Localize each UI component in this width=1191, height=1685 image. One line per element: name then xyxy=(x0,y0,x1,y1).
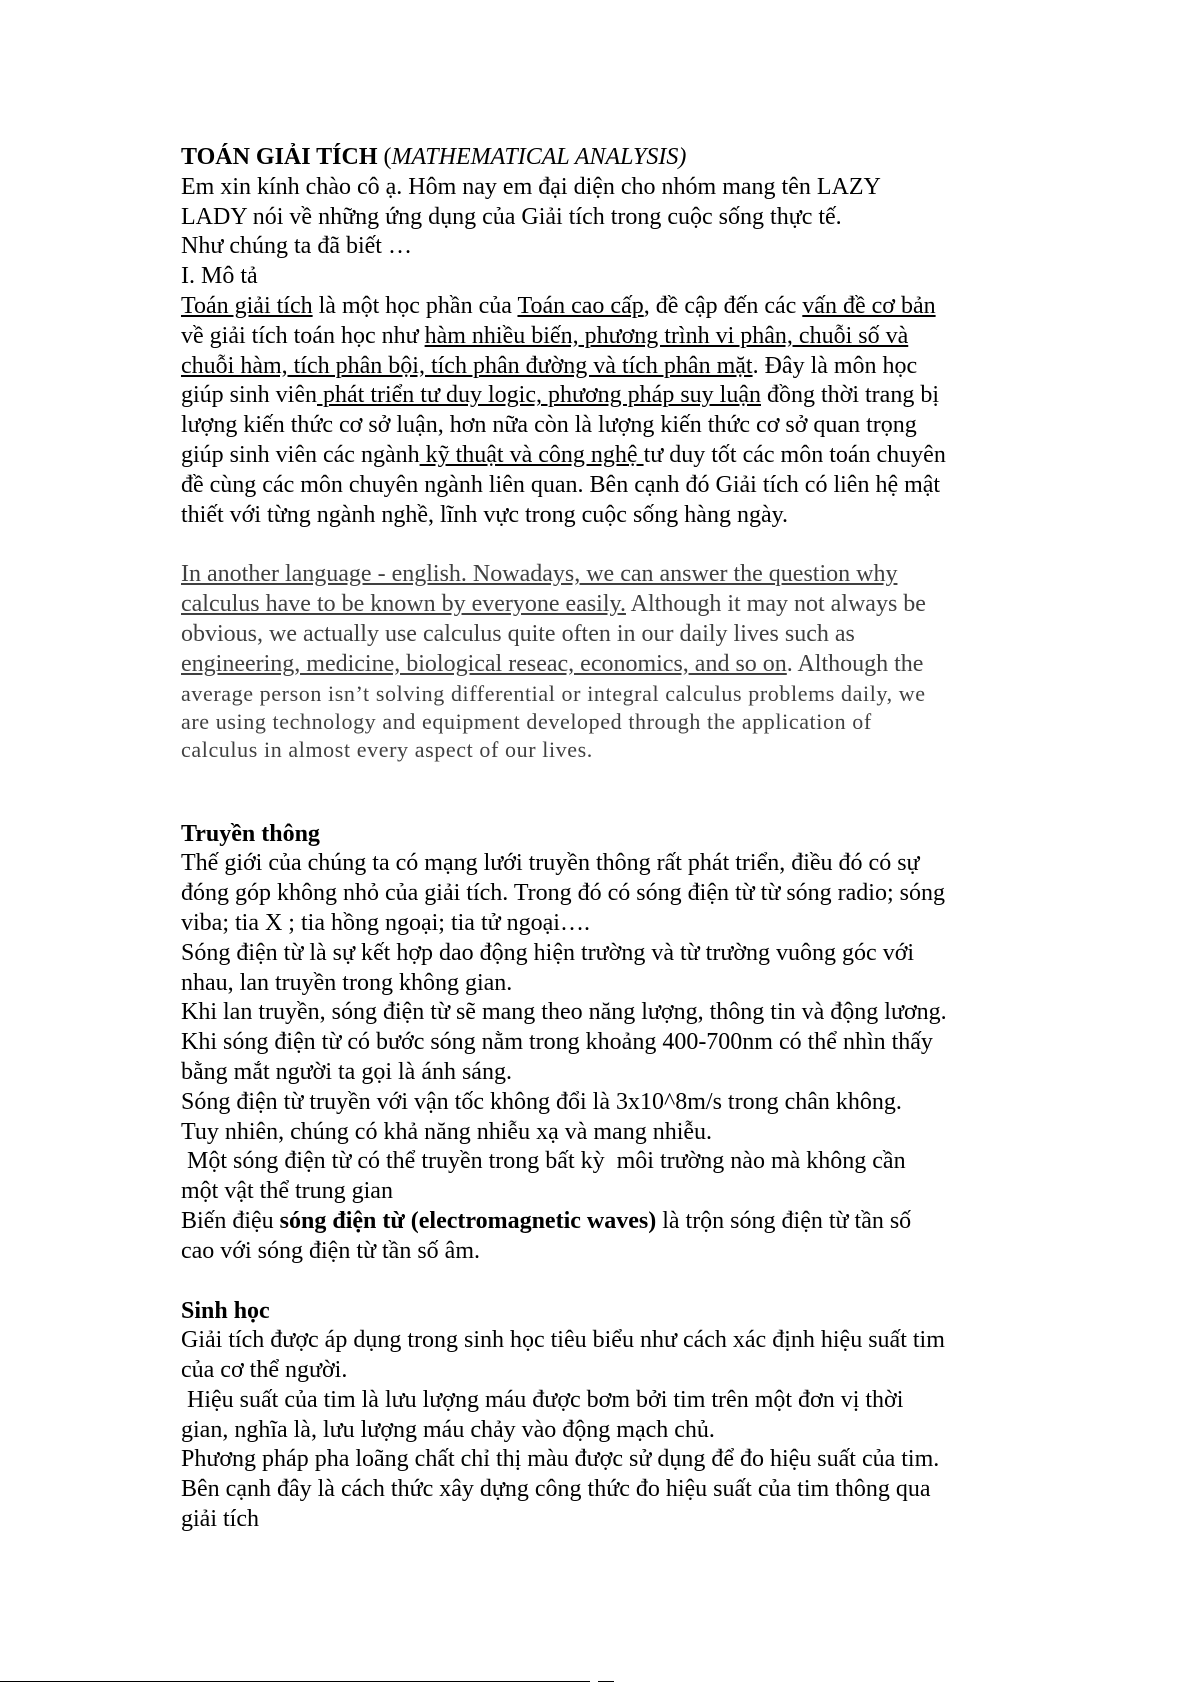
mo-ta-line-2 xyxy=(181,322,1021,352)
truyen-thong-line-12: một vật thể trung gian xyxy=(181,1178,393,1205)
mo-ta-line-8: thiết với từng ngành nghề, lĩnh vực trong cuộc sống hàng ngày. xyxy=(181,501,789,528)
truyen-thong-line-6: Khi lan truyền, sóng điện từ sẽ mang theo năng lượng, thông tin và động lương. xyxy=(181,999,947,1026)
page-bottom-rule xyxy=(0,1681,590,1682)
section-heading-truyen-thong: Truyền thông xyxy=(181,820,320,847)
english-line-7: calculus in almost every aspect of our lives. xyxy=(181,736,593,762)
text: Although it may not always be xyxy=(625,591,926,618)
sinh-hoc-line-7: giải tích xyxy=(181,1506,259,1533)
mo-ta-line-5: lượng kiến thức cơ sở luận, hơn nữa còn là lượng kiến thức cơ sở quan trọng xyxy=(181,412,917,439)
mo-ta-line-1 xyxy=(181,292,1021,322)
text: giúp sinh viên xyxy=(181,382,317,409)
truyen-thong-line-5: nhau, lan truyền trong không gian. xyxy=(181,969,513,996)
spacer xyxy=(181,1267,1021,1297)
sinh-hoc-line-1: Giải tích được áp dụng trong sinh học tiêu biểu như cách xác định hiệu suất tim xyxy=(181,1327,945,1354)
english-line-6: are using technology and equipment developed through the application of xyxy=(181,708,872,734)
document-title xyxy=(181,143,1021,173)
english-line-2 xyxy=(181,590,1021,620)
truyen-thong-line-13 xyxy=(181,1207,1021,1237)
spacer xyxy=(181,530,1021,560)
mo-ta-line-7: đề cùng các môn chuyên ngành liên quan. Bên cạnh đó Giải tích có liên hệ mật xyxy=(181,471,941,498)
title-paren: ( xyxy=(377,144,392,170)
document-page xyxy=(181,143,1021,1535)
sinh-hoc-line-2: của cơ thể người. xyxy=(181,1357,348,1384)
text: là trộn sóng điện từ tần số xyxy=(656,1207,912,1234)
underlined-fields: kỹ thuật và công nghệ xyxy=(419,441,644,468)
underlined-topics: hàm nhiều biến, phương trình vi phân, chuỗi số và xyxy=(424,322,909,349)
link-toan-cao-cap: Toán cao cấp xyxy=(517,292,644,319)
english-line-3: obvious, we actually use calculus quite often in our daily lives such as xyxy=(181,620,855,647)
section-heading-sinh-hoc: Sinh học xyxy=(181,1297,270,1324)
title-english: MATHEMATICAL ANALYSIS) xyxy=(391,144,687,170)
text: . Although the xyxy=(786,650,924,677)
underlined-skills: phát triển tư duy logic, phương pháp suy luận xyxy=(317,382,761,409)
text: Biến điệu xyxy=(181,1207,280,1234)
truyen-thong-line-7: Khi sóng điện từ có bước sóng nằm trong khoảng 400-700nm có thể nhìn thấy xyxy=(181,1029,933,1056)
truyen-thong-line-2: đóng góp không nhỏ của giải tích. Trong đó có sóng điện từ từ sóng radio; sóng xyxy=(181,880,945,907)
intro-line-2: LADY nói về những ứng dụng của Giải tích trong cuộc sống thực tế. xyxy=(181,203,842,230)
truyen-thong-line-1: Thế giới của chúng ta có mạng lưới truyền thông rất phát triển, điều đó có sự xyxy=(181,850,920,877)
text: về giải tích toán học như xyxy=(181,322,425,349)
spacer xyxy=(181,764,1021,820)
page-bottom-rule-mark xyxy=(598,1681,614,1682)
truyen-thong-line-3: viba; tia X ; tia hồng ngoại; tia tử ngoại…. xyxy=(181,909,590,936)
text: . Đây là môn học xyxy=(752,352,918,379)
underlined-fields-english: engineering, medicine, biological reseac, economics, and so on xyxy=(181,650,787,677)
truyen-thong-line-14: cao với sóng điện từ tần số âm. xyxy=(181,1237,480,1264)
english-paragraph xyxy=(181,560,1021,763)
truyen-thong-line-9: Sóng điện từ truyền với vận tốc không đổi là 3x10^8m/s trong chân không. xyxy=(181,1088,902,1115)
sinh-hoc-line-6: Bên cạnh đây là cách thức xây dựng công thức đo hiệu suất của tim thông qua xyxy=(181,1476,931,1503)
mo-ta-line-6 xyxy=(181,441,1021,471)
intro-line-1: Em xin kính chào cô ạ. Hôm nay em đại diện cho nhóm mang tên LAZY xyxy=(181,173,881,200)
text: đồng thời trang bị xyxy=(760,382,939,409)
sinh-hoc-line-5: Phương pháp pha loãng chất chỉ thị màu được sử dụng để đo hiệu suất của tim. xyxy=(181,1446,940,1473)
mo-ta-line-3 xyxy=(181,352,1021,382)
intro-line-3: Như chúng ta đã biết … xyxy=(181,233,412,260)
underlined-english: In another language - english. Nowadays, we can answer the question why xyxy=(181,561,898,588)
text: là một học phần của xyxy=(312,292,518,319)
english-line-4 xyxy=(181,650,1021,680)
sinh-hoc-line-3: Hiệu suất của tim là lưu lượng máu được bơm bởi tim trên một đơn vị thời xyxy=(181,1386,904,1413)
english-line-5: average person isn’t solving differential or integral calculus problems daily, we xyxy=(181,680,926,706)
underlined-topics-cont: chuỗi hàm, tích phân bội, tích phân đường và tích phân mặt xyxy=(181,352,753,379)
sinh-hoc-line-4: gian, nghĩa là, lưu lượng máu chảy vào động mạch chủ. xyxy=(181,1416,715,1443)
link-toan-giai-tich: Toán giải tích xyxy=(181,292,313,319)
mo-ta-line-4 xyxy=(181,381,1021,411)
truyen-thong-line-4: Sóng điện từ là sự kết hợp dao động hiện trường và từ trường vuông góc với xyxy=(181,939,915,966)
truyen-thong-line-11: Một sóng điện từ có thể truyền trong bất kỳ môi trường nào mà không cần xyxy=(181,1148,906,1175)
text: tư duy tốt các môn toán chuyên xyxy=(643,441,946,468)
section-heading-mo-ta: I. Mô tả xyxy=(181,263,258,290)
link-van-de-co-ban: vấn đề cơ bản xyxy=(802,292,936,319)
bold-em-waves: sóng điện từ (electromagnetic waves) xyxy=(279,1207,657,1234)
underlined-english: calculus have to be known by everyone easily. xyxy=(181,591,626,618)
text: , đề cập đến các xyxy=(643,292,803,319)
text: giúp sinh viên các ngành xyxy=(181,441,420,468)
truyen-thong-line-8: bằng mắt người ta gọi là ánh sáng. xyxy=(181,1058,512,1085)
truyen-thong-line-10: Tuy nhiên, chúng có khả năng nhiễu xạ và mang nhiễu. xyxy=(181,1118,713,1145)
english-line-1 xyxy=(181,560,1021,590)
title-main: TOÁN GIẢI TÍCH xyxy=(181,144,378,170)
